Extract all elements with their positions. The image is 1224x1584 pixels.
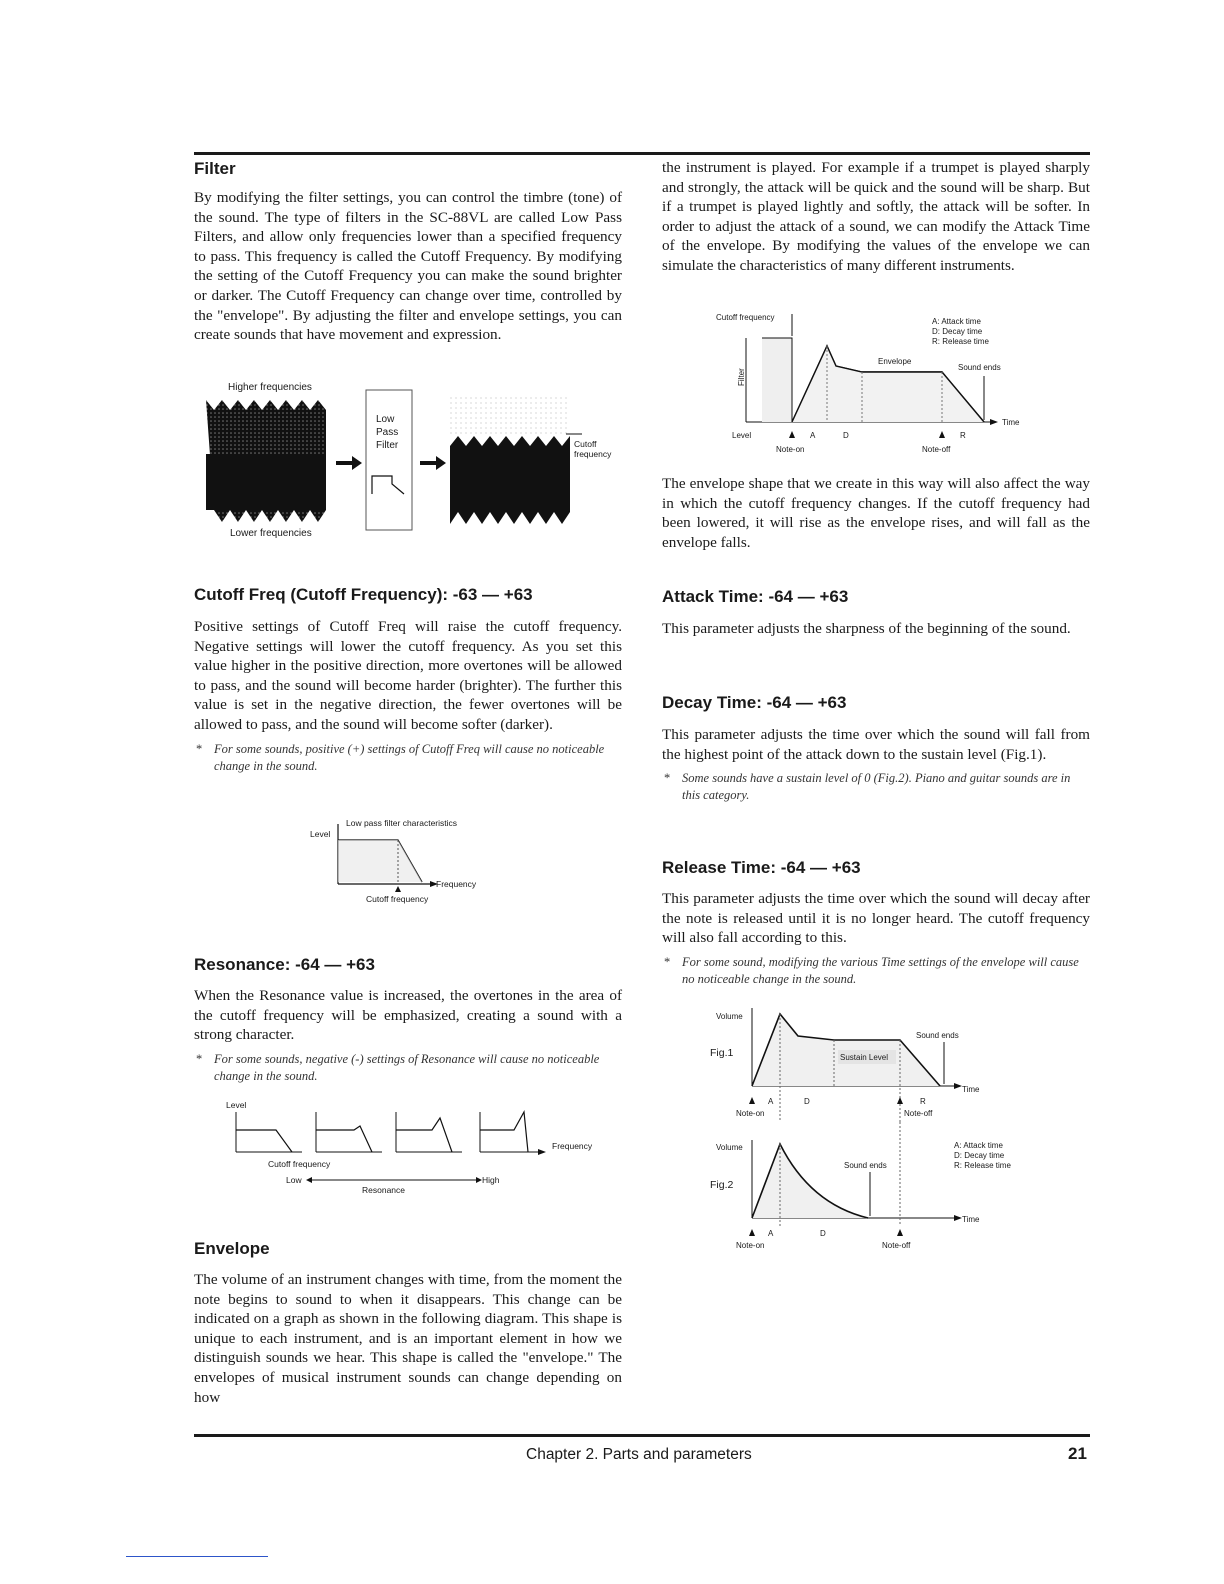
resonance-body: When the Resonance value is increased, the overtones in the area of the cutoff frequency will be emphasized, creating a sound with a strong character.: [194, 987, 622, 1044]
env-time-label: Time: [1002, 418, 1020, 427]
decay-note-text: Some sounds have a sustain level of 0 (Fig.2). Piano and guitar sounds are in this category.: [682, 771, 1071, 803]
release-section: [662, 857, 1090, 988]
res-low-label: Low: [286, 1175, 302, 1185]
lpf-label-1: Low: [376, 414, 395, 425]
bottom-link-line: [126, 1556, 268, 1557]
cutoff-body: Positive settings of Cutoff Freq will raise the cutoff frequency. Negative settings will lower the cutoff frequency. As you set this value higher in the positive direction, more overtones will be allowed to pass, and the sound will become harder (brighter). The further this value is set in the negative direction, the fewer overtones will be allowed to pass, and the sound will become softer (darker).: [194, 618, 622, 733]
fig2-volume-label: Volume: [716, 1143, 743, 1152]
cutoff-label-1: Cutoff: [574, 439, 597, 449]
release-note-text: For some sound, modifying the various Time settings of the envelope will cause no noticeable change in the sound.: [682, 954, 1079, 986]
fig1-d-label: D: [804, 1097, 810, 1106]
envelope-affect-body: The envelope shape that we create in this way will also affect the way in which the cutoff frequency changes. If the cutoff frequency had been lowered, it will rise as the envelope rises, and will fall as the envelope falls.: [662, 475, 1090, 551]
page-number: 21: [1068, 1444, 1087, 1463]
lpf-box: [366, 390, 412, 530]
fig1-note-off-label: Note-off: [904, 1109, 933, 1118]
lpf-curve-icon: [372, 476, 404, 494]
envelope-affect-section: [662, 474, 1090, 552]
res-level-label: Level: [226, 1100, 247, 1110]
fig2-legend-a: A: Attack time: [954, 1141, 1003, 1150]
cutoff-note: * For some sounds, positive (+) settings of Cutoff Freq will cause no noticeable change in the sound.: [196, 741, 605, 773]
intro-body: the instrument is played. For example if a trumpet is played sharply and strongly, the attack will be quick and the sound will be sharp. But if a trumpet is played lightly and softly, the attack will be softer. In order to adjust the attack of a sound, we can modify the Attack Time of the envelope. By modifying the values of the envelope we can simulate the characteristics of many different instruments.: [662, 159, 1090, 274]
env-legend-d: D: Decay time: [932, 327, 983, 336]
fig2-note-on-arrow-icon: [749, 1229, 755, 1236]
env-filter-label: Filter: [737, 368, 746, 386]
env-cutoff-label: Cutoff frequency: [716, 313, 775, 322]
decay-heading: Decay Time: -64 — +63: [662, 693, 847, 712]
cutoff-heading: Cutoff Freq (Cutoff Frequency): -63 — +63: [194, 585, 533, 604]
env-d-label: D: [843, 431, 849, 440]
fig2-a-label: A: [768, 1229, 774, 1238]
cutoff-note-text: For some sounds, positive (+) settings of Cutoff Freq will cause no noticeable change in the sound.: [214, 741, 605, 773]
axis-arrow-icon: [954, 1083, 962, 1089]
cutoff-label-2: frequency: [574, 449, 612, 459]
res-resonance-label: Resonance: [362, 1185, 406, 1195]
arrow-icon: [420, 456, 446, 470]
resonance-curve-3: [396, 1112, 462, 1152]
attack-section: [662, 586, 1090, 639]
env-sound-ends-label: Sound ends: [958, 363, 1001, 372]
resonance-figure: [220, 1094, 620, 1200]
cutoff-section: [194, 584, 622, 775]
fig2-sound-ends-label: Sound ends: [844, 1161, 887, 1170]
lpf-fill: [338, 840, 422, 882]
right-column: [662, 158, 1090, 276]
env-legend-r: R: Release time: [932, 337, 989, 346]
arrow-left-icon: [306, 1177, 312, 1183]
bottom-rule: [194, 1434, 1090, 1437]
resonance-section: [194, 954, 622, 1085]
left-column: [194, 158, 622, 345]
fig2-note-on-label: Note-on: [736, 1241, 765, 1250]
resonance-heading: Resonance: -64 — +63: [194, 955, 375, 974]
fig2-legend-r: R: Release time: [954, 1161, 1011, 1170]
fig1-note-on-arrow-icon: [749, 1097, 755, 1104]
envelope-heading: Envelope: [194, 1239, 270, 1258]
fig2-note-off-arrow-icon: [897, 1229, 903, 1236]
attack-body: This parameter adjusts the sharpness of the beginning of the sound.: [662, 620, 1071, 637]
axis-arrow-icon: [538, 1149, 546, 1155]
env-a-label: A: [810, 431, 816, 440]
fig2-note-off-label: Note-off: [882, 1241, 911, 1250]
fig1-sound-ends-label: Sound ends: [916, 1031, 959, 1040]
lpf-characteristics-figure: [300, 814, 500, 910]
note-on-arrow-icon: [789, 431, 795, 438]
axis-arrow-icon: [990, 419, 998, 425]
fig1-label: Fig.1: [710, 1047, 734, 1059]
arrow-icon: [336, 456, 362, 470]
res-high-label: High: [482, 1175, 500, 1185]
lpf-label-3: Filter: [376, 440, 399, 451]
release-heading: Release Time: -64 — +63: [662, 858, 861, 877]
fig2-fill: [752, 1144, 868, 1218]
res-frequency-label: Frequency: [552, 1141, 593, 1151]
fig1-note-on-label: Note-on: [736, 1109, 765, 1118]
fig2-time-label: Time: [962, 1215, 980, 1224]
volume-figures: [700, 1004, 1040, 1254]
axis-arrow-icon: [954, 1215, 962, 1221]
filter-region: [762, 338, 792, 422]
fig1-note-off-arrow-icon: [897, 1097, 903, 1104]
fig1-volume-label: Volume: [716, 1012, 743, 1021]
resonance-note-text: For some sounds, negative (-) settings of Resonance will cause no noticeable change in the sound.: [214, 1051, 600, 1083]
release-note: * For some sound, modifying the various Time settings of the envelope will cause no noticeable change in the sound.: [664, 954, 1079, 986]
cutoff-arrow-icon: [395, 886, 401, 892]
fig1-time-label: Time: [962, 1085, 980, 1094]
fig2-label: Fig.2: [710, 1179, 734, 1191]
release-body: This parameter adjusts the time over which the sound will decay after the note is released until it is no longer heard. The cutoff frequency will also fall according to this.: [662, 890, 1090, 947]
lpf-frequency-label: Frequency: [436, 879, 477, 889]
decay-body: This parameter adjusts the time over which the sound will fall from the highest point of the attack down to the sustain level (Fig.1).: [662, 726, 1090, 763]
attack-heading: Attack Time: -64 — +63: [662, 587, 849, 606]
env-note-off-label: Note-off: [922, 445, 951, 454]
lpf-label-2: Pass: [376, 427, 399, 438]
output-waveform: [450, 436, 570, 524]
lpf-level-label: Level: [310, 829, 331, 839]
resonance-curve-4: [480, 1112, 538, 1152]
lpf-cutoff-label: Cutoff frequency: [366, 894, 429, 904]
decay-note: * Some sounds have a sustain level of 0 (Fig.2). Piano and guitar sounds are in this category.: [664, 771, 1071, 803]
env-envelope-label: Envelope: [878, 357, 912, 366]
fig2-legend-d: D: Decay time: [954, 1151, 1005, 1160]
env-note-on-label: Note-on: [776, 445, 805, 454]
source-waveform-low: [206, 454, 326, 510]
footer-chapter: Chapter 2. Parts and parameters: [526, 1446, 752, 1463]
filter-body: By modifying the filter settings, you can control the timbre (tone) of the sound. The type of filters in the SC-88VL are called Low Pass Filters, and allow only frequencies lower than a specified frequency to pass. This frequency is called the Cutoff Frequency. By modifying the setting of the Cutoff Frequency you can make the sound brighter or darker. The Cutoff Frequency can change over time, controlled by the "envelope". By adjusting the filter and envelope settings, you can create sounds that have movement and expression.: [194, 189, 622, 344]
filtered-region: [450, 396, 570, 436]
res-cutoff-label: Cutoff frequency: [268, 1159, 331, 1169]
resonance-curve-1: [236, 1112, 302, 1152]
fig1-r-label: R: [920, 1097, 926, 1106]
fig1-a-label: A: [768, 1097, 774, 1106]
filter-heading: Filter: [194, 159, 236, 178]
top-rule: [194, 152, 1090, 155]
decay-section: [662, 692, 1090, 804]
envelope-figure: [712, 308, 1042, 458]
lpf-title: Low pass filter characteristics: [346, 818, 458, 828]
fig1-sustain-label: Sustain Level: [840, 1053, 889, 1062]
note-off-arrow-icon: [939, 431, 945, 438]
higher-freq-label: Higher frequencies: [228, 382, 312, 393]
env-legend-a: A: Attack time: [932, 317, 981, 326]
lower-freq-label: Lower frequencies: [230, 528, 312, 539]
envelope-section: [194, 1238, 622, 1407]
env-r-label: R: [960, 431, 966, 440]
resonance-note: * For some sounds, negative (-) settings of Resonance will cause no noticeable change in the sound.: [196, 1051, 600, 1083]
env-level-label: Level: [732, 431, 752, 440]
envelope-body: The volume of an instrument changes with time, from the moment the note begins to sound to when it disappears. This change can be indicated on a graph as shown in the following diagram. This shape is unique to each instrument, and is an important element in how we distinguish sounds we hear. This shape is called the "envelope." The envelopes of musical instrument sounds can change depending on how: [194, 1271, 622, 1406]
fig2-d-label: D: [820, 1229, 826, 1238]
resonance-curve-2: [316, 1112, 382, 1152]
filter-figure: [194, 376, 622, 546]
